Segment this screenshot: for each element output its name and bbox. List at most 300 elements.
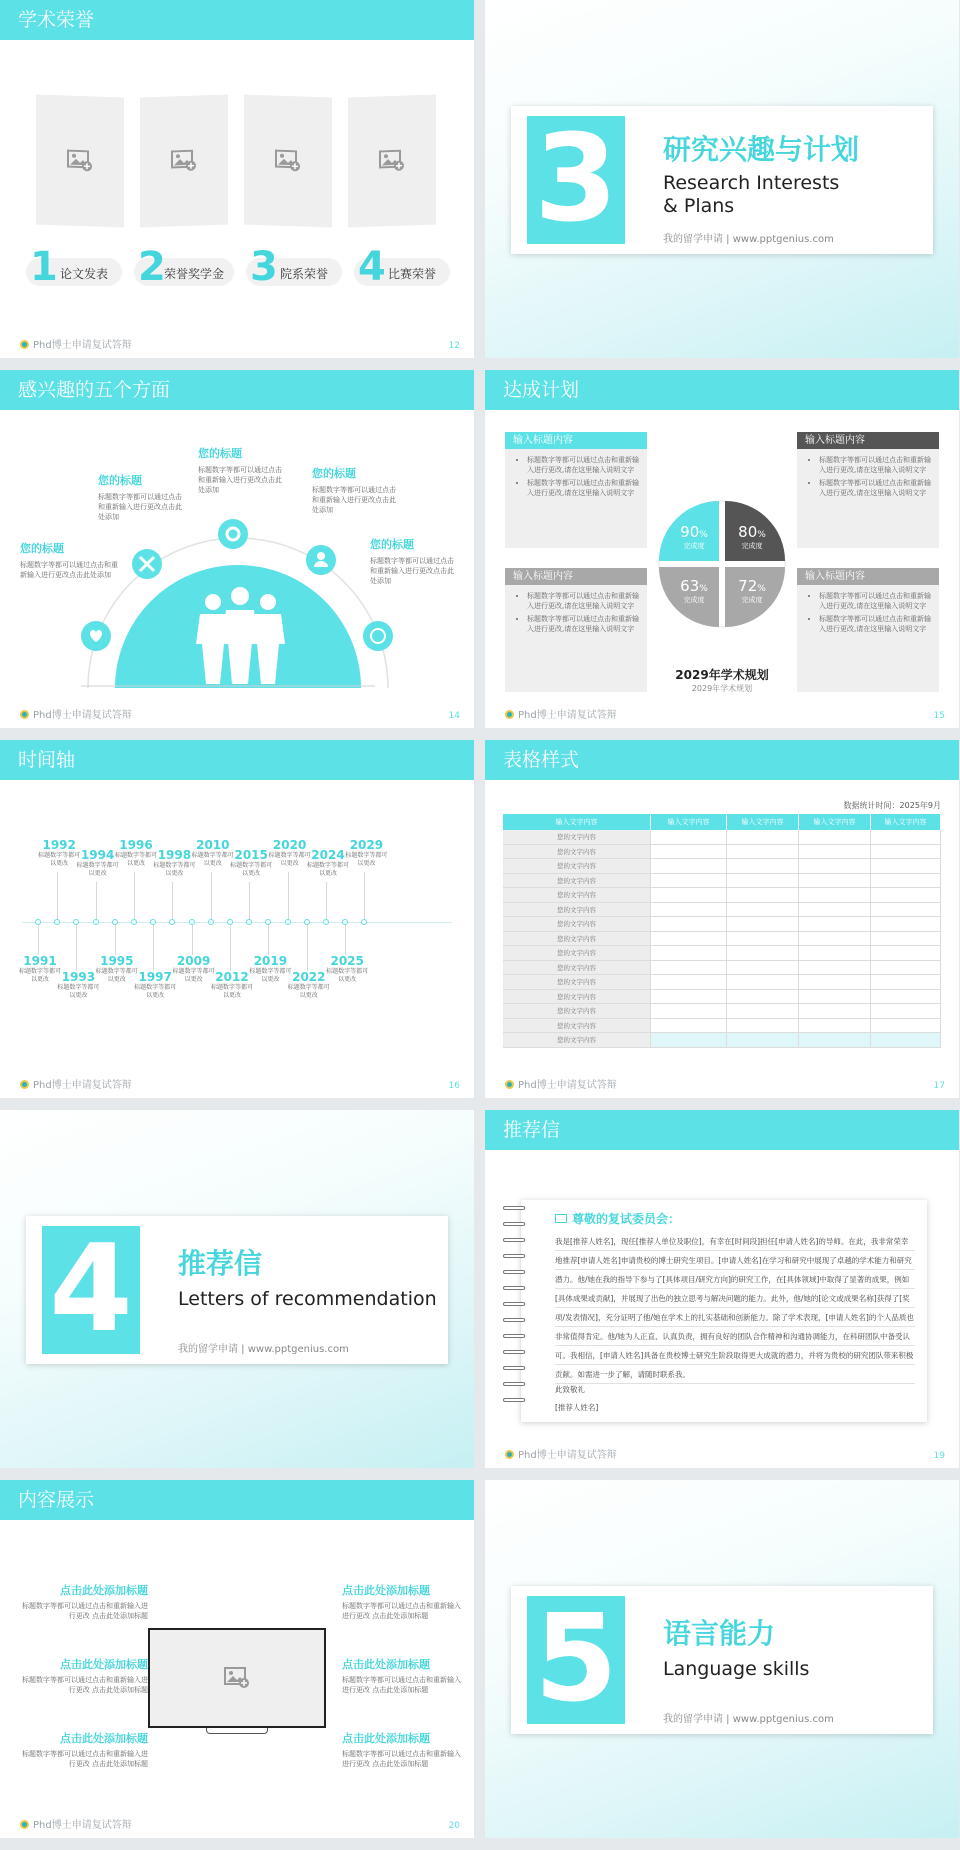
table-cell [871, 975, 941, 989]
section-subtitle: 我的留学申请 | www.pptgenius.com [663, 1714, 834, 1725]
table-cell [651, 990, 727, 1004]
table-header-cell: 输入文字内容 [503, 814, 651, 830]
timeline-dot [208, 919, 214, 925]
table-cell [651, 961, 727, 975]
timeline-year: 1992 [42, 838, 76, 852]
table-cell [799, 830, 871, 844]
table-row [503, 975, 941, 990]
slide-footer [0, 1814, 474, 1838]
logo-icon [505, 710, 514, 719]
timeline-stem [76, 925, 77, 971]
monitor-stand [206, 1728, 268, 1734]
content-item: 点击此处添加标题 标题数字等都可以通过点击和重新输入进行更改 点击此处添加标题 [342, 1658, 461, 1694]
footer-text: Phd博士申请复试答辩 [518, 1080, 617, 1091]
ring [503, 1318, 525, 1322]
table-cell [651, 845, 727, 859]
timeline-stem [211, 872, 212, 919]
timeline-stem [192, 925, 193, 955]
ring [503, 1382, 525, 1386]
table-cell: 您的文字内容 [503, 874, 651, 888]
content-item: 点击此处添加标题 标题数字等都可以通过点击和重新输入进行更改 点击此处添加标题 [22, 1584, 148, 1620]
pct-block: 80% 完成度 [738, 523, 766, 550]
timeline-note: 标题数字等都可以更改 [210, 984, 253, 999]
timeline-axis [22, 922, 452, 923]
plan-bullet: • 标题数字等都可以通过点击和重新输入进行更改,请在这里输入说明文字 [527, 478, 639, 498]
honor-item [26, 244, 122, 290]
table-row [503, 888, 941, 903]
logo-icon [20, 340, 29, 349]
plan-bullet: • 标题数字等都可以通过点击和重新输入进行更改,请在这里输入说明文字 [819, 455, 931, 475]
book-icon [555, 1214, 567, 1223]
table-header-row [503, 814, 941, 830]
timeline-note: 标题数字等都可以更改 [306, 862, 349, 877]
plan-box-title: 输入标题内容 [505, 568, 647, 585]
table-cell [651, 1033, 727, 1047]
interest-title: 您的标题 [370, 538, 414, 551]
timeline-note: 标题数字等都可以更改 [345, 852, 388, 867]
honor-number: 1 [30, 244, 58, 290]
honor-label: 院系荣誉 [280, 267, 329, 281]
table-cell [799, 888, 871, 902]
page-number: 19 [933, 1451, 945, 1461]
footer-text: Phd博士申请复试答辩 [33, 1080, 132, 1091]
section-title-en: Letters of recommendation [178, 1288, 437, 1310]
honor-number: 3 [250, 244, 278, 290]
timeline-year: 1998 [157, 848, 192, 862]
table-cell: 您的文字内容 [503, 859, 651, 873]
timeline-dot [246, 919, 252, 925]
timeline-stem [134, 872, 135, 919]
table-cell [727, 1019, 799, 1033]
logo-icon [20, 1820, 29, 1829]
table-cell: 您的文字内容 [503, 830, 651, 844]
table-row [503, 990, 941, 1005]
timeline [0, 740, 474, 1098]
timeline-year: 2015 [234, 848, 268, 862]
image-placeholder[interactable] [36, 94, 124, 227]
page-number: 14 [448, 711, 460, 721]
table-row [503, 845, 941, 860]
page-number: 12 [448, 341, 460, 351]
table-cell: 您的文字内容 [503, 903, 651, 917]
ring [503, 1286, 525, 1290]
timeline-note: 标题数字等都可以更改 [172, 968, 215, 983]
table-cell [871, 990, 941, 1004]
table-header-cell: 输入文字内容 [651, 814, 727, 830]
plan-bullet: • 标题数字等都可以通过点击和重新输入进行更改,请在这里输入说明文字 [819, 591, 931, 611]
table-cell [799, 1019, 871, 1033]
timeline-note: 标题数字等都可以更改 [230, 862, 273, 877]
slide-section-5[interactable] [485, 1480, 959, 1838]
honor-item [246, 244, 342, 290]
pct-block: 90% 完成度 [680, 523, 708, 550]
slide-footer [485, 1074, 959, 1098]
table-cell [727, 874, 799, 888]
table-cell [651, 932, 727, 946]
table-row [503, 946, 941, 961]
timeline-year: 2020 [272, 838, 307, 852]
timeline-stem [307, 925, 308, 971]
timeline-note: 标题数字等都可以更改 [57, 984, 100, 999]
table-row [503, 874, 941, 889]
table-cell [651, 830, 727, 844]
slide-title: 感兴趣的五个方面 [0, 370, 474, 410]
table-cell [799, 859, 871, 873]
notebook-rings [503, 1206, 525, 1418]
timeline-stem [268, 925, 269, 955]
table-cell [799, 903, 871, 917]
timeline-year: 2012 [215, 970, 249, 984]
table-cell [651, 1019, 727, 1033]
table-row [503, 903, 941, 918]
timeline-year: 2029 [349, 838, 384, 852]
plan-bullet: • 标题数字等都可以通过点击和重新输入进行更改,请在这里输入说明文字 [819, 478, 931, 498]
table-row [503, 932, 941, 947]
timeline-year: 2010 [196, 838, 230, 852]
table-cell [727, 917, 799, 931]
slide-title: 推荐信 [485, 1110, 959, 1150]
table-cell: 您的文字内容 [503, 917, 651, 931]
image-icon [67, 150, 93, 173]
timeline-year: 1991 [23, 954, 57, 968]
section-title-cn: 语言能力 [663, 1617, 776, 1650]
monitor-placeholder[interactable] [148, 1628, 326, 1728]
table-cell: 您的文字内容 [503, 975, 651, 989]
user-icon [317, 552, 325, 560]
timeline-note: 标题数字等都可以更改 [18, 968, 61, 983]
footer-text: Phd博士申请复试答辩 [518, 710, 617, 721]
ring [503, 1254, 525, 1258]
table-cell [871, 903, 941, 917]
ring [503, 1350, 525, 1354]
section-title-en: Language skills [663, 1658, 810, 1680]
slide-title: 达成计划 [485, 370, 959, 410]
section-card [26, 1216, 448, 1364]
interest-title: 您的标题 [20, 542, 64, 555]
plan-subtitle: 2029年学术规划 [691, 684, 753, 693]
table-cell [871, 859, 941, 873]
timeline-year: 2019 [253, 954, 288, 968]
table-cell [727, 961, 799, 975]
table-cell [871, 888, 941, 902]
table-cell [727, 830, 799, 844]
table-cell: 您的文字内容 [503, 1004, 651, 1018]
section-title-en-2: & Plans [663, 195, 735, 217]
table-row [503, 961, 941, 976]
slide-table-style[interactable] [485, 740, 959, 1098]
slide-section-3[interactable] [485, 0, 959, 358]
honor-item [354, 244, 450, 290]
table-cell [799, 845, 871, 859]
section-number: 5 [527, 1596, 625, 1724]
table-cell [871, 1004, 941, 1018]
pct-block: 72% 完成度 [738, 577, 766, 604]
timeline-stem [96, 882, 97, 919]
slide-academic-honors[interactable] [0, 0, 474, 358]
timeline-event [338, 838, 394, 868]
letter-closing: 此致敬礼 [555, 1385, 585, 1394]
page-number: 20 [448, 1821, 460, 1831]
slide-content-display[interactable] [0, 1480, 474, 1838]
table-header-cell: 输入文字内容 [727, 814, 799, 830]
table-cell [871, 1033, 941, 1047]
image-placeholder[interactable] [348, 94, 436, 227]
table-header-cell: 输入文字内容 [799, 814, 871, 830]
interest-text: 标题数字等都可以通过点击和重新输入进行更改点击此处添加 [20, 561, 118, 579]
table-cell [727, 845, 799, 859]
timeline-year: 2009 [176, 954, 211, 968]
image-icon [379, 150, 405, 173]
timeline-year: 2024 [311, 848, 345, 862]
honor-label: 论文发表 [60, 267, 109, 281]
page-number: 17 [933, 1081, 945, 1091]
footer-text: Phd博士申请复试答辩 [33, 340, 132, 351]
slide-recommendation-letter[interactable] [485, 1110, 959, 1468]
table-cell [651, 917, 727, 931]
table-cell [871, 1019, 941, 1033]
image-placeholder[interactable] [244, 94, 332, 227]
table-cell: 您的文字内容 [503, 1033, 651, 1047]
table-cell [799, 1033, 871, 1047]
letter-signer: [推荐人姓名] [555, 1403, 599, 1412]
timeline-note: 标题数字等都可以更改 [134, 984, 177, 999]
interest-title: 您的标题 [198, 447, 242, 460]
table-cell [651, 1004, 727, 1018]
interest-item [20, 540, 120, 580]
timeline-note: 标题数字等都可以更改 [268, 852, 311, 867]
section-title-cn: 研究兴趣与计划 [663, 133, 860, 166]
table-cell [871, 961, 941, 975]
table-row [503, 830, 941, 845]
plan-bullet: • 标题数字等都可以通过点击和重新输入进行更改,请在这里输入说明文字 [527, 614, 639, 634]
timeline-stem [230, 925, 231, 971]
honor-number: 2 [138, 244, 166, 290]
timeline-note: 标题数字等都可以更改 [95, 968, 138, 983]
image-placeholder[interactable] [140, 94, 228, 227]
timeline-note: 标题数字等都可以更改 [114, 852, 157, 867]
table-cell [727, 903, 799, 917]
plan-box-title: 输入标题内容 [797, 432, 939, 449]
slide-title: 表格样式 [485, 740, 959, 780]
timeline-dot [169, 919, 175, 925]
stat-time: 数据统计时间：2025年9月 [843, 801, 941, 810]
ring [503, 1206, 525, 1210]
table-cell [799, 932, 871, 946]
plan-box-title: 输入标题内容 [797, 568, 939, 585]
table-cell: 您的文字内容 [503, 990, 651, 1004]
timeline-note: 标题数字等都可以更改 [153, 862, 196, 877]
timeline-stem [249, 882, 250, 919]
footer-text: Phd博士申请复试答辩 [33, 710, 132, 721]
logo-icon [20, 1080, 29, 1089]
timeline-year: 1996 [119, 838, 153, 852]
table-cell [799, 946, 871, 960]
table-cell: 您的文字内容 [503, 1019, 651, 1033]
table-cell [727, 975, 799, 989]
timeline-year: 2025 [330, 954, 364, 968]
slide-achievement-plan[interactable] [485, 370, 959, 728]
section-subtitle: 我的留学申请 | www.pptgenius.com [178, 1344, 349, 1355]
table-row [503, 1004, 941, 1019]
slide-section-4[interactable] [0, 1110, 474, 1468]
table-cell: 您的文字内容 [503, 946, 651, 960]
table-header-cell: 输入文字内容 [871, 814, 941, 830]
table-cell [727, 932, 799, 946]
timeline-dot [131, 919, 137, 925]
table-cell: 您的文字内容 [503, 888, 651, 902]
table-cell [799, 961, 871, 975]
honor-labels [26, 244, 454, 290]
logo-icon [505, 1450, 514, 1459]
timeline-dot [54, 919, 60, 925]
table-cell [651, 874, 727, 888]
slide-footer [485, 704, 959, 728]
timeline-stem [288, 872, 289, 919]
page-number: 16 [448, 1081, 460, 1091]
footer-text: Phd博士申请复试答辩 [518, 1450, 617, 1461]
timeline-stem [326, 882, 327, 919]
ring [503, 1398, 525, 1402]
interest-item [198, 445, 282, 495]
pct-block: 63% 完成度 [680, 577, 708, 604]
table-cell [651, 859, 727, 873]
table-cell [871, 932, 941, 946]
slide-title: 时间轴 [0, 740, 474, 780]
table-cell [799, 1004, 871, 1018]
timeline-stem [153, 925, 154, 971]
honor-number: 4 [358, 244, 386, 290]
section-title-cn: 推荐信 [178, 1247, 263, 1280]
table-cell [799, 975, 871, 989]
table-cell [727, 946, 799, 960]
plan-title: 2029年学术规划 [675, 668, 769, 682]
timeline-note: 标题数字等都可以更改 [249, 968, 292, 983]
section-number: 4 [42, 1226, 140, 1354]
plan-bullet: • 标题数字等都可以通过点击和重新输入进行更改,请在这里输入说明文字 [527, 591, 639, 611]
ring [503, 1334, 525, 1338]
interest-text: 标题数字等都可以通过点击和重新输入进行更改点击此处添加 [198, 466, 282, 494]
table-cell [871, 874, 941, 888]
timeline-note: 标题数字等都可以更改 [287, 984, 330, 999]
table-cell: 您的文字内容 [503, 961, 651, 975]
timeline-year: 2022 [292, 970, 326, 984]
timeline-year: 1994 [80, 848, 115, 862]
ring [503, 1222, 525, 1226]
timeline-stem [172, 882, 173, 919]
plan-bullet: • 标题数字等都可以通过点击和重新输入进行更改,请在这里输入说明文字 [527, 455, 639, 475]
table-cell [799, 917, 871, 931]
plan-box-title: 输入标题内容 [505, 432, 647, 449]
letter-body: 我是[推荐人姓名]，现任[推荐人单位及职位]，有幸在[时间段]担任[申请人姓名]的导师。在此，我非常荣幸地推荐[申请人姓名]申请贵校的博士研究生项目。[申请人姓名]在学习和研究中展现了卓越的学术能力和研究潜力。他/她在我的指导下参与了[具体项目/研究方向]的研究工作，在[具体领域]中取得了显著的成果，例如[具体成果或贡献]，并展现了出色的独立思考与解决问题的能力。此外，他/她的[论文或成果名称]获得了[奖项/发表情况]，充分证明了他/她在学术上的扎实基础和创新能力。除了学术表现，[申请人姓名]的个人品质也非常值得肯定。他/她为人正直、认真负责，拥有良好的团队合作精神和沟通协调能力，在科研团队中备受认可。我相信，[申请人姓名]具备在贵校博士研究生阶段取得更大成就的潜力，并将为贵校的研究团队带来积极贡献。如需进一步了解，请随时联系我。 [555, 1232, 915, 1384]
logo-icon [505, 1080, 514, 1089]
table-cell [871, 946, 941, 960]
letter-greeting: 尊敬的复试委员会： [555, 1210, 680, 1227]
plan-bullet: • 标题数字等都可以通过点击和重新输入进行更改,请在这里输入说明文字 [819, 614, 931, 634]
timeline-year: 1997 [138, 970, 172, 984]
timeline-dot [93, 919, 99, 925]
timeline-stem [57, 872, 58, 919]
slide-footer [0, 704, 474, 728]
interest-item [370, 536, 456, 586]
slide-title: 内容展示 [0, 1480, 474, 1520]
timeline-dot [361, 919, 367, 925]
ring [503, 1238, 525, 1242]
timeline-note: 标题数字等都可以更改 [191, 852, 234, 867]
ring [503, 1302, 525, 1306]
section-card [511, 1586, 933, 1734]
interest-title: 您的标题 [98, 474, 142, 487]
timeline-note: 标题数字等都可以更改 [326, 968, 369, 983]
table-cell [799, 990, 871, 1004]
table-cell [727, 1033, 799, 1047]
ring [503, 1366, 525, 1370]
table-cell [799, 874, 871, 888]
timeline-dot [323, 919, 329, 925]
slide-five-interests[interactable] [0, 370, 474, 728]
image-icon [275, 150, 301, 173]
content-item: 点击此处添加标题 标题数字等都可以通过点击和重新输入进行更改 点击此处添加标题 [22, 1658, 148, 1694]
interest-item [312, 465, 398, 515]
slide-footer [485, 1444, 959, 1468]
timeline-stem [364, 872, 365, 919]
image-icon [171, 150, 197, 173]
table-cell [651, 975, 727, 989]
honor-label: 荣誉奖学金 [164, 267, 225, 281]
data-table [503, 814, 941, 1048]
interest-text: 标题数字等都可以通过点击和重新输入进行更改点击此处添加 [98, 493, 182, 521]
timeline-year: 1993 [61, 970, 96, 984]
table-cell [651, 903, 727, 917]
logo-icon [20, 710, 29, 719]
timeline-stem [115, 925, 116, 955]
table-cell [651, 888, 727, 902]
table-cell: 您的文字内容 [503, 932, 651, 946]
image-icon [224, 1667, 250, 1689]
slide-title: 学术荣誉 [0, 0, 474, 40]
letter-card [521, 1200, 927, 1422]
content-item: 点击此处添加标题 标题数字等都可以通过点击和重新输入进行更改 点击此处添加标题 [22, 1732, 148, 1768]
section-subtitle: 我的留学申请 | www.pptgenius.com [663, 234, 834, 245]
table-row [503, 1019, 941, 1034]
table-cell: 您的文字内容 [503, 845, 651, 859]
table-cell [871, 830, 941, 844]
footer-text: Phd博士申请复试答辩 [33, 1820, 132, 1831]
table-row [503, 859, 941, 874]
slide-timeline[interactable] [0, 740, 474, 1098]
honor-label: 比赛荣誉 [388, 267, 437, 281]
timeline-note: 标题数字等都可以更改 [38, 852, 81, 867]
timeline-year: 1995 [100, 954, 134, 968]
slide-footer [0, 334, 474, 358]
timeline-stem [38, 925, 39, 955]
slide-footer [0, 1074, 474, 1098]
table-cell [727, 859, 799, 873]
section-number: 3 [527, 116, 625, 244]
content-item: 点击此处添加标题 标题数字等都可以通过点击和重新输入进行更改 点击此处添加标题 [342, 1732, 461, 1768]
interest-item [98, 472, 182, 522]
interest-title: 您的标题 [312, 467, 356, 480]
timeline-event [319, 954, 375, 984]
table-cell [871, 917, 941, 931]
table-row [503, 917, 941, 932]
table-cell [727, 990, 799, 1004]
content-item: 点击此处添加标题 标题数字等都可以通过点击和重新输入进行更改 点击此处添加标题 [342, 1584, 461, 1620]
table-cell [871, 845, 941, 859]
interest-text: 标题数字等都可以通过点击和重新输入进行更改点击此处添加 [370, 557, 454, 585]
ring [503, 1270, 525, 1274]
table-cell [651, 946, 727, 960]
table-cell [727, 888, 799, 902]
